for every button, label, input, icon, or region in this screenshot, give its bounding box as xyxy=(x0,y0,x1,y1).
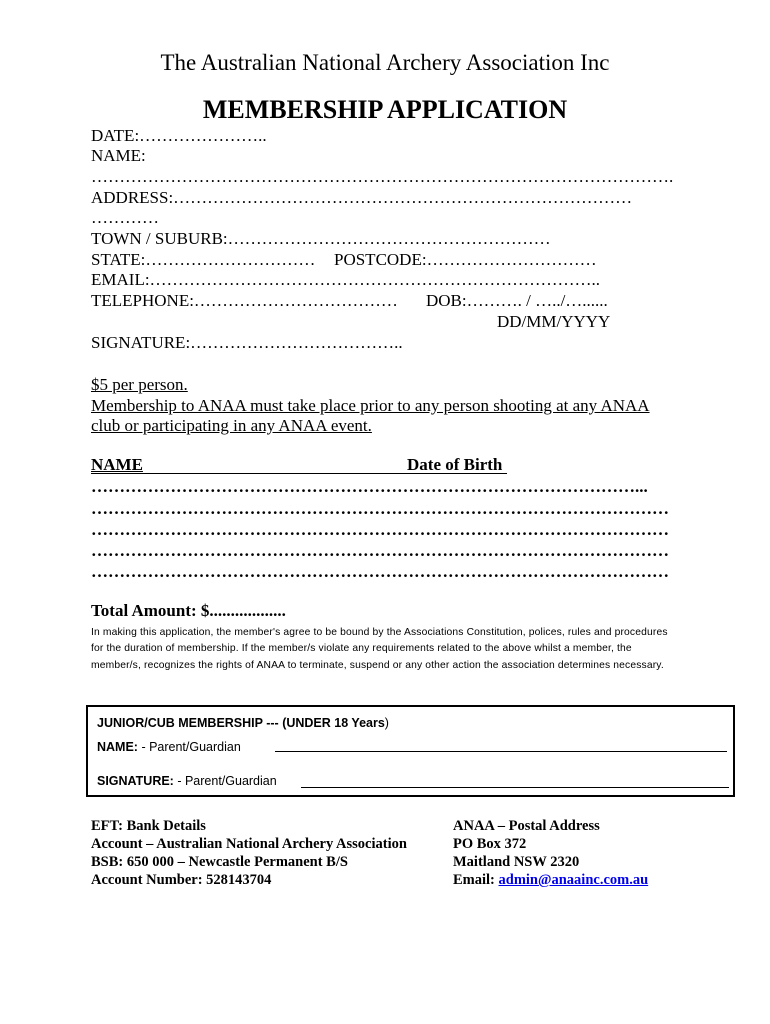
guardian-name-label xyxy=(97,740,241,755)
address-field[interactable]: ADDRESS:……………………………………………………………………… xyxy=(91,188,633,207)
page-title: MEMBERSHIP APPLICATION xyxy=(202,95,568,124)
guardian-name-label-text: NAME: xyxy=(97,740,138,754)
member-row[interactable]: ……………………………………………………………………………………... xyxy=(91,477,648,496)
signature-field[interactable]: SIGNATURE:……………………………….. xyxy=(91,333,403,352)
address-continuation[interactable]: ………… xyxy=(91,208,159,227)
organisation-name: The Australian National Archery Association Inc xyxy=(160,50,610,75)
telephone-field[interactable]: TELEPHONE:……………………………… xyxy=(91,291,398,310)
postal-city: Maitland NSW 2320 xyxy=(453,854,580,870)
name-label: NAME: xyxy=(91,146,146,165)
guardian-name-suffix: - Parent/Guardian xyxy=(137,740,241,754)
guardian-signature-label-text: SIGNATURE: xyxy=(97,774,174,788)
guardian-name-line[interactable] xyxy=(275,751,727,752)
dob-format-hint: DD/MM/YYYY xyxy=(497,312,611,331)
guardian-signature-suffix: - Parent/Guardian xyxy=(173,774,277,788)
postal-email-label: Email: xyxy=(453,872,499,888)
header-underline xyxy=(91,473,507,474)
terms-paragraph: In making this application, the member's agree to be bound by the Associations Constitution, polices, rules and procedures for the duration of membership. If the member/s violate any requirements related to the above whilst a member, the member/s, recognizes the rights of ANAA to terminate, suspend or any other action the association determines necessary. xyxy=(91,627,668,671)
state-field[interactable]: STATE:………………………… xyxy=(91,250,316,269)
junior-heading-close: ) xyxy=(384,716,389,730)
junior-heading-text: JUNIOR/CUB MEMBERSHIP --- (UNDER 18 Years xyxy=(97,716,385,730)
postal-email xyxy=(453,871,648,889)
fee-note-line-1: Membership to ANAA must take place prior to any person shooting at any ANAA xyxy=(91,396,650,415)
postal-heading: ANAA – Postal Address xyxy=(453,818,600,834)
members-table-header xyxy=(91,455,507,475)
guardian-signature-line[interactable] xyxy=(301,787,729,788)
junior-membership-box xyxy=(86,705,735,797)
date-field[interactable]: DATE:………………….. xyxy=(91,126,267,145)
town-suburb-field[interactable]: TOWN / SUBURB:………………………………………………… xyxy=(91,229,551,248)
postal-po-box: PO Box 372 xyxy=(453,836,527,852)
total-amount[interactable]: Total Amount: $.................. xyxy=(91,601,286,620)
email-field[interactable]: EMAIL:…………………………………………………………………….. xyxy=(91,270,601,289)
email-link[interactable]: admin@anaainc.com.au xyxy=(498,872,649,888)
junior-heading xyxy=(97,716,389,731)
postcode-field[interactable]: POSTCODE:………………………… xyxy=(334,250,597,269)
name-field[interactable]: …………………………………………………………………………………………. xyxy=(91,167,674,186)
fee-note-line-2: club or participating in any ANAA event. xyxy=(91,416,372,435)
member-row[interactable]: ………………………………………………………………………………………… xyxy=(91,541,669,560)
bank-account-number: Account Number: 528143704 xyxy=(91,872,272,888)
name-column-header: NAME xyxy=(91,455,143,474)
dob-field[interactable]: DOB:………. / …../…...... xyxy=(426,291,608,310)
member-row[interactable]: ………………………………………………………………………………………… xyxy=(91,499,669,518)
bank-account-name: Account – Australian National Archery Association xyxy=(91,836,407,852)
guardian-signature-label xyxy=(97,774,277,789)
fee-price: $5 per person. xyxy=(91,375,188,394)
dob-column-header: Date of Birth xyxy=(407,455,503,474)
bank-heading: EFT: Bank Details xyxy=(91,818,206,834)
member-row[interactable]: ………………………………………………………………………………………… xyxy=(91,562,669,581)
bank-bsb: BSB: 650 000 – Newcastle Permanent B/S xyxy=(91,854,348,870)
member-row[interactable]: ………………………………………………………………………………………… xyxy=(91,520,669,539)
